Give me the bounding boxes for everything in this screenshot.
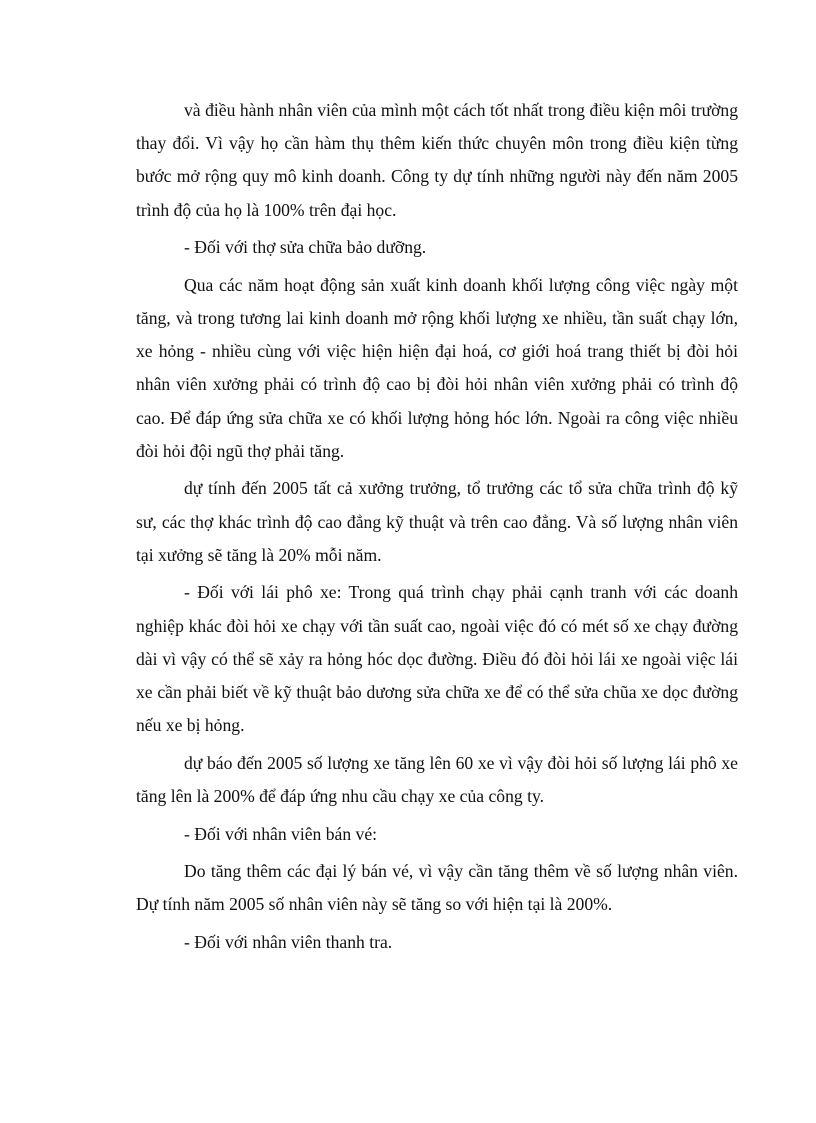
paragraph-drivers: - Đối với lái phô xe: Trong quá trình chạy phải cạnh tranh với các doanh nghiệp khác đòi hỏi xe chạy với tần suất cao, ngoài việc đó có mét số xe chạy đường dài vì vậy có thể sẽ xảy ra hỏng hóc dọc đường. Điều đó đòi hỏi lái xe ngoài việc lái xe cần phải biết về kỹ thuật bảo dương sửa chữa xe để có thể sửa chũa xe dọc đường nếu xe bị hỏng. — [136, 582, 738, 736]
heading-repair-workers: - Đối với thợ sửa chữa bảo dưỡng. — [184, 237, 427, 258]
paragraph-drivers-forecast: dự báo đến 2005 số lượng xe tăng lên 60 xe vì vậy đòi hỏi số lượng lái phô xe tăng lên là 200% để đáp ứng nhu cầu chạy xe của công ty. — [136, 752, 738, 807]
heading-inspectors: - Đối với nhân viên thanh tra. — [184, 932, 393, 952]
paragraph-staff-management: và điều hành nhân viên của mình một cách tốt nhất trong điều kiện môi trường thay đổi. Vì vậy họ cần hàm thụ thêm kiến thức chuyên môn trong điều kiện từng bước mở rộng quy mô kinh doanh. Công ty dự tính những người này đến năm 2005 trình độ của họ là 100% trên đại học. — [136, 100, 738, 220]
paragraph-repair-workload: Qua các năm hoạt động sản xuất kinh doanh khối lượng công việc ngày một tăng, và trong tương lai kinh doanh mở rộng khối lượng xe nhiều, tần suất chạy lớn, xe hỏng - nhiều cùng với việc hiện hiện đại hoá, cơ giới hoá trang thiết bị đòi hỏi nhân viên xưởng phải có trình độ cao bị đòi hỏi nhân viên xưởng phải có trình độ cao. Để đáp ứng sửa chữa xe có khối lượng hỏng hóc lớn. Ngoài ra công việc nhiều đòi hỏi đội ngũ thợ phải tăng. — [136, 274, 738, 461]
document-body — [136, 94, 738, 964]
paragraph-repair-forecast: dự tính đến 2005 tất cả xưởng trưởng, tổ trưởng các tổ sửa chữa trình độ kỹ sư, các thợ khác trình độ cao đẳng kỹ thuật và trên cao đẳng. Và số lượng nhân viên tại xưởng sẽ tăng là 20% mỗi năm. — [136, 478, 738, 565]
paragraph-ticket-sellers: Do tăng thêm các đại lý bán vé, vì vậy cần tăng thêm về số lượng nhân viên. Dự tính năm 2005 số nhân viên này sẽ tăng so với hiện tại là 200%. — [136, 861, 738, 915]
heading-ticket-sellers: - Đối với nhân viên bán vé: — [184, 823, 378, 844]
